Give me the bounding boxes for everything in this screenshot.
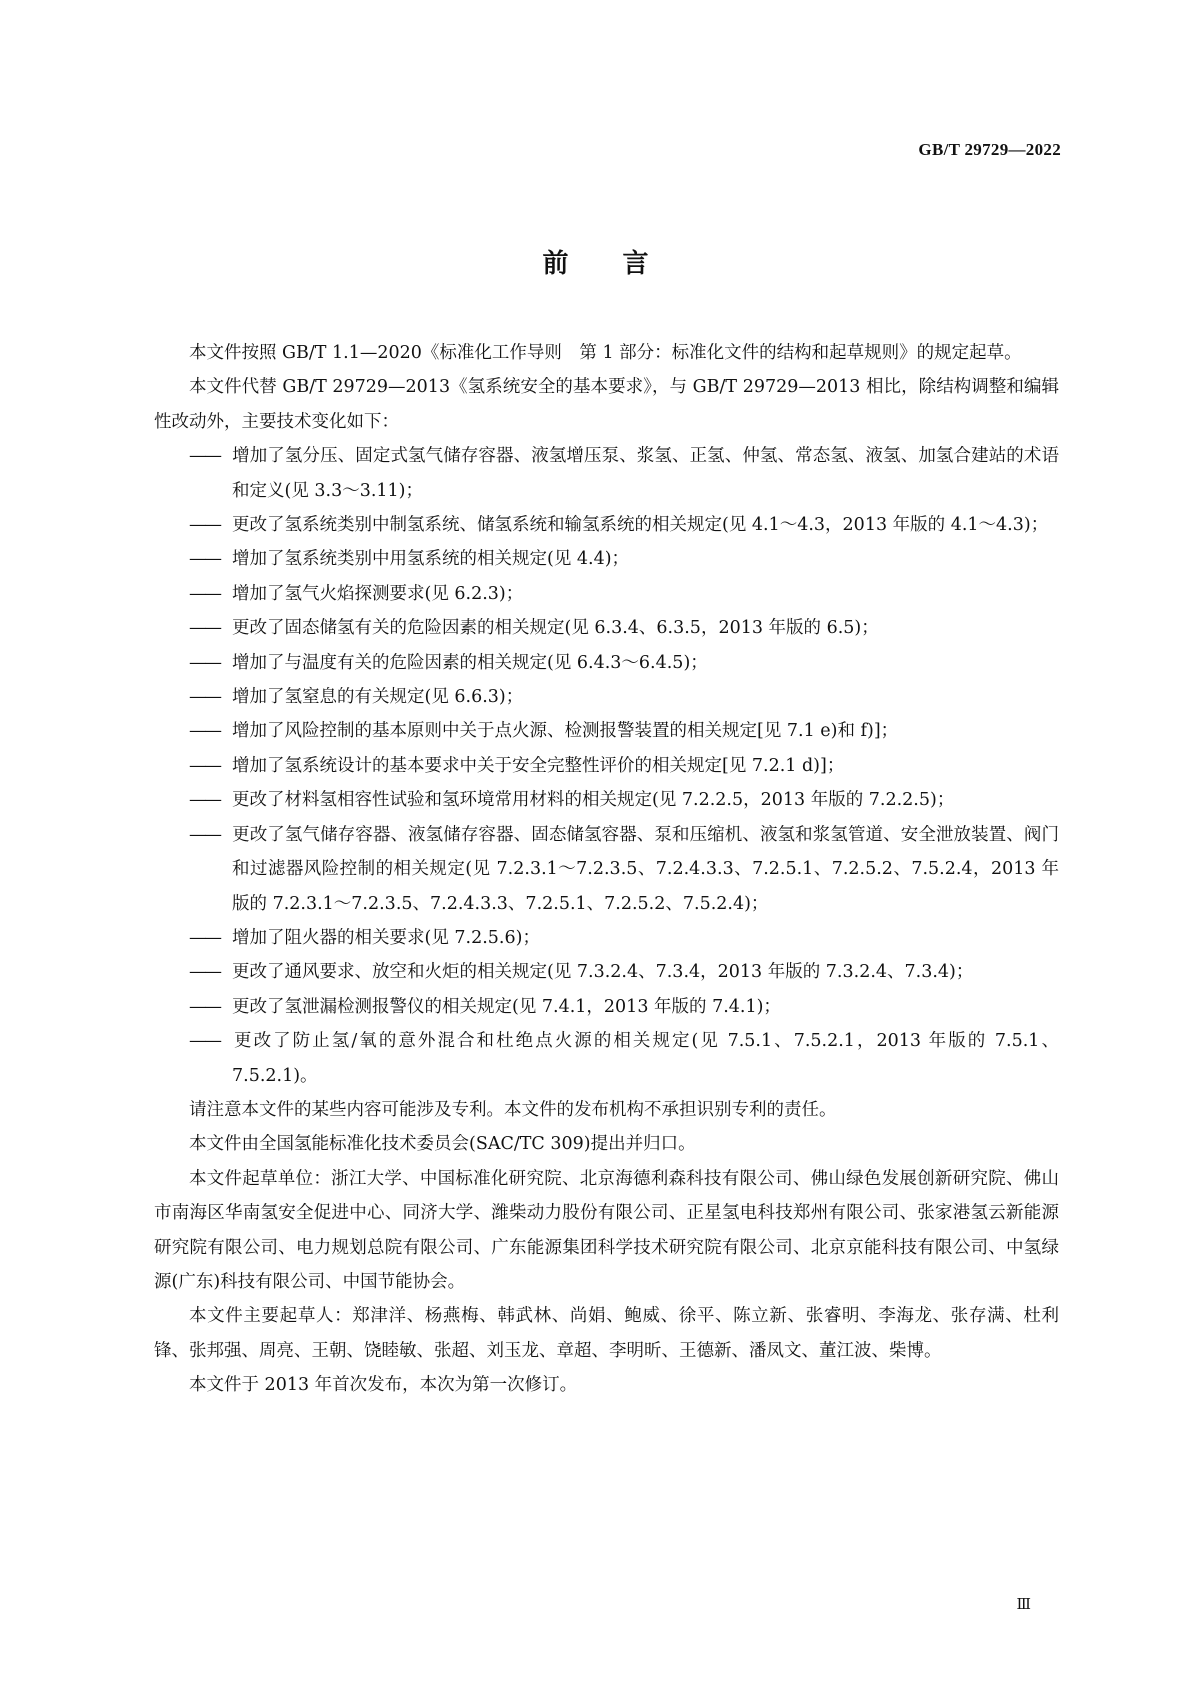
patent-notice: 请注意本文件的某些内容可能涉及专利。本文件的发布机构不承担识别专利的责任。 [189, 1099, 837, 1120]
change-item-text: 更改了氢系统类别中制氢系统、储氢系统和输氢系统的相关规定(见 4.1～4.3，2013 年版的 4.1～4.3)； [232, 515, 1049, 536]
dash-marker: —— [189, 996, 220, 1017]
change-item-text: 增加了与温度有关的危险因素的相关规定(见 6.4.3～6.4.5)； [232, 652, 708, 673]
dash-marker: —— [189, 583, 220, 604]
change-item-text: 更改了氢气储存容器、液氢储存容器、固态储氢容器、泵和压缩机、液氢和浆氢管道、安全泄放装置、阀门和过滤器风险控制的相关规定(见 7.2.3.1～7.2.3.5、7.2.4.3.3、7.2.5.1、7.2.5.2、7.5.2.4，2013 年版的 7.2.3.1～7.2.3.5、7.2.4.3.3、7.2.5.1、7.2.5.2、7.5.2.4)； [232, 824, 1059, 914]
dash-marker: —— [189, 790, 220, 811]
intro-paragraph: 本文件代替 GB/T 29729—2013《氢系统安全的基本要求》，与 GB/T 29729—2013 相比，除结构调整和编辑性改动外，主要技术变化如下： [154, 377, 1059, 432]
change-item [154, 921, 1059, 955]
change-item [154, 646, 1059, 680]
change-item-text: 增加了氢分压、固定式氢气储存容器、液氢增压泵、浆氢、正氢、仲氢、常态氢、液氢、加氢合建站的术语和定义(见 3.3～3.11)； [232, 446, 1059, 501]
change-item-text: 更改了防止氢/氧的意外混合和杜绝点火源的相关规定(见 7.5.1、7.5.2.1，2013 年版的 7.5.1、7.5.2.1)。 [232, 1031, 1059, 1086]
change-item [154, 749, 1059, 783]
drafting-units: 本文件起草单位：浙江大学、中国标准化研究院、北京海德利森科技有限公司、佛山绿色发展创新研究院、佛山市南海区华南氢安全促进中心、同济大学、潍柴动力股份有限公司、正星氢电科技郑州有限公司、张家港氢云新能源研究院有限公司、电力规划总院有限公司、广东能源集团科学技术研究院有限公司、北京京能科技有限公司、中氢绿源(广东)科技有限公司、中国节能协会。 [154, 1168, 1059, 1292]
change-item [154, 508, 1059, 542]
dash-marker: —— [189, 824, 220, 845]
change-item [154, 783, 1059, 817]
change-item [154, 611, 1059, 645]
change-item [154, 1024, 1059, 1093]
intro-paragraph: 本文件按照 GB/T 1.1—2020《标准化工作导则 第 1 部分：标准化文件的结构和起草规则》的规定起草。 [189, 343, 1022, 363]
change-item [154, 714, 1059, 748]
dash-marker: —— [189, 515, 220, 536]
change-item-text: 更改了通风要求、放空和火炬的相关规定(见 7.3.2.4、7.3.4，2013 年版的 7.3.2.4、7.3.4)； [232, 962, 974, 983]
change-item-text: 增加了氢系统设计的基本要求中关于安全完整性评价的相关规定[见 7.2.1 d)]； [232, 755, 845, 776]
change-item [154, 818, 1059, 921]
dash-marker: —— [189, 927, 220, 948]
document-code: GB/T 29729—2022 [918, 140, 1061, 159]
change-item-text: 更改了固态储氢有关的危险因素的相关规定(见 6.3.4、6.3.5，2013 年版的 6.5)； [232, 618, 879, 639]
change-item-text: 更改了氢泄漏检测报警仪的相关规定(见 7.4.1，2013 年版的 7.4.1)； [232, 996, 781, 1017]
drafters: 本文件主要起草人：郑津洋、杨燕梅、韩武林、尚娟、鲍威、徐平、陈立新、张睿明、李海龙、张存满、杜利锋、张邦强、周亮、王朝、饶睦敏、张超、刘玉龙、章超、李明昕、王德新、潘凤文、董江波、柴博。 [154, 1306, 1059, 1361]
dash-marker: —— [189, 962, 220, 983]
change-item [154, 955, 1059, 989]
change-item-text: 增加了阻火器的相关要求(见 7.2.5.6)； [232, 927, 540, 948]
document-body [154, 336, 1059, 1403]
dash-marker: —— [189, 549, 220, 570]
revision-history: 本文件于 2013 年首次发布，本次为第一次修订。 [189, 1375, 578, 1396]
dash-marker: —— [189, 446, 220, 467]
committee-statement: 本文件由全国氢能标准化技术委员会(SAC/TC 309)提出并归口。 [189, 1134, 696, 1155]
page-title: 前言 [542, 249, 703, 279]
change-item-text: 增加了氢气火焰探测要求(见 6.2.3)； [232, 583, 524, 604]
dash-marker: —— [189, 652, 220, 673]
change-item [154, 542, 1059, 576]
change-item [154, 577, 1059, 611]
change-item-text: 增加了氢系统类别中用氢系统的相关规定(见 4.4)； [232, 549, 630, 570]
dash-marker: —— [189, 721, 220, 742]
change-item [154, 439, 1059, 508]
change-item [154, 680, 1059, 714]
change-item [154, 990, 1059, 1024]
page-number: Ⅲ [1016, 1597, 1031, 1613]
dash-marker: —— [189, 1031, 220, 1052]
change-item-text: 增加了风险控制的基本原则中关于点火源、检测报警装置的相关规定[见 7.1 e)和 f)]； [232, 721, 899, 742]
dash-marker: —— [189, 755, 220, 776]
change-item-text: 增加了氢窒息的有关规定(见 6.6.3)； [232, 687, 524, 708]
change-item-text: 更改了材料氢相容性试验和氢环境常用材料的相关规定(见 7.2.2.5，2013 年版的 7.2.2.5)； [232, 790, 955, 811]
dash-marker: —— [189, 687, 220, 708]
dash-marker: —— [189, 618, 220, 639]
